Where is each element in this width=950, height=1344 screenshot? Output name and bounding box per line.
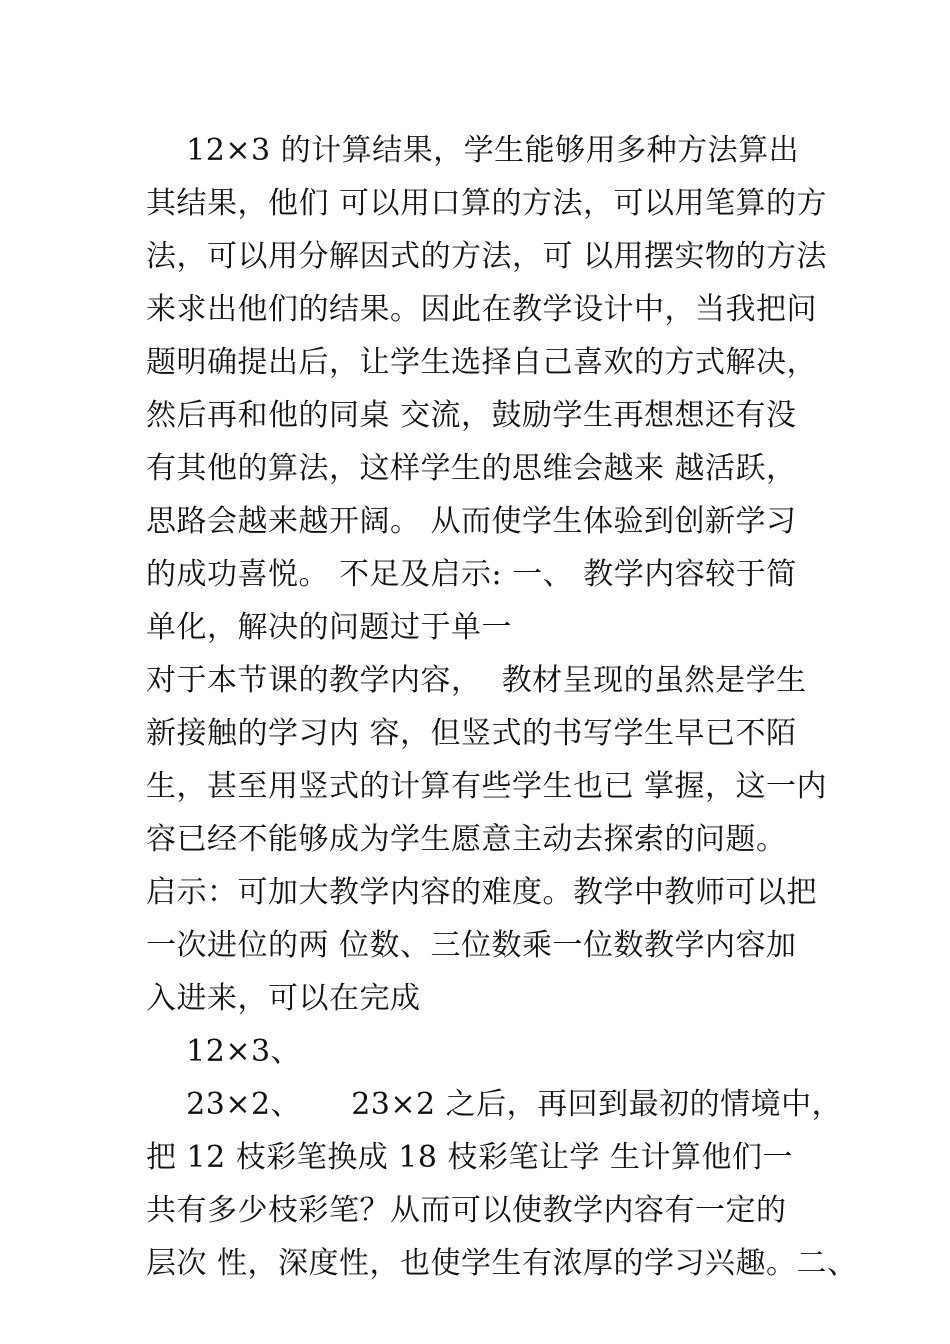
text-line: 有其他的算法，这样学生的思维会越来 越活跃， xyxy=(146,451,797,486)
text-line: 一次进位的两 位数、三位数乘一位数教学内容加 xyxy=(146,928,797,963)
text-line: 容已经不能够成为学生愿意主动去探索的问题。 xyxy=(146,822,787,857)
text-line: 其结果，他们 可以用口算的方法，可以用笔算的方 xyxy=(146,186,828,221)
text-line: 新接触的学习内 容，但竖式的书写学生早已不陌 xyxy=(146,716,797,751)
text-line: 12×3 的计算结果，学生能够用多种方法算出 xyxy=(146,133,800,168)
text-line: 23×2、 23×2 之后，再回到最初的情境中， xyxy=(146,1087,843,1122)
text-line: 层次 性，深度性，也使学生有浓厚的学习兴趣。二、 xyxy=(146,1246,858,1281)
text-line: 把 12 枝彩笔换成 18 枝彩笔让学 生计算他们一 xyxy=(146,1140,794,1175)
text-line: 启示：可加大教学内容的难度。教学中教师可以把 xyxy=(146,875,817,910)
text-line: 生，甚至用竖式的计算有些学生也已 掌握，这一内 xyxy=(146,769,828,804)
text-line: 然后再和他的同桌 交流，鼓励学生再想想还有没 xyxy=(146,398,797,433)
text-line: 共有多少枝彩笔？从而可以使教学内容有一定的 xyxy=(146,1193,787,1228)
text-line: 对于本节课的教学内容， 教材呈现的虽然是学生 xyxy=(146,663,807,698)
text-line: 单化，解决的问题过于单一 xyxy=(146,610,512,645)
text-line: 题明确提出后，让学生选择自己喜欢的方式解决， xyxy=(146,345,817,380)
text-line: 思路会越来越开阔。 从而使学生体验到创新学习 xyxy=(146,504,797,539)
text-line: 的成功喜悦。 不足及启示: 一、 教学内容较于简 xyxy=(146,557,797,592)
text-line: 12×3、 xyxy=(146,1034,302,1069)
text-line: 法，可以用分解因式的方法，可 以用摆实物的方法 xyxy=(146,239,828,274)
text-line: 来求出他们的结果。因此在教学设计中，当我把问 xyxy=(146,292,817,327)
text-line: 入进来，可以在完成 xyxy=(146,981,421,1016)
